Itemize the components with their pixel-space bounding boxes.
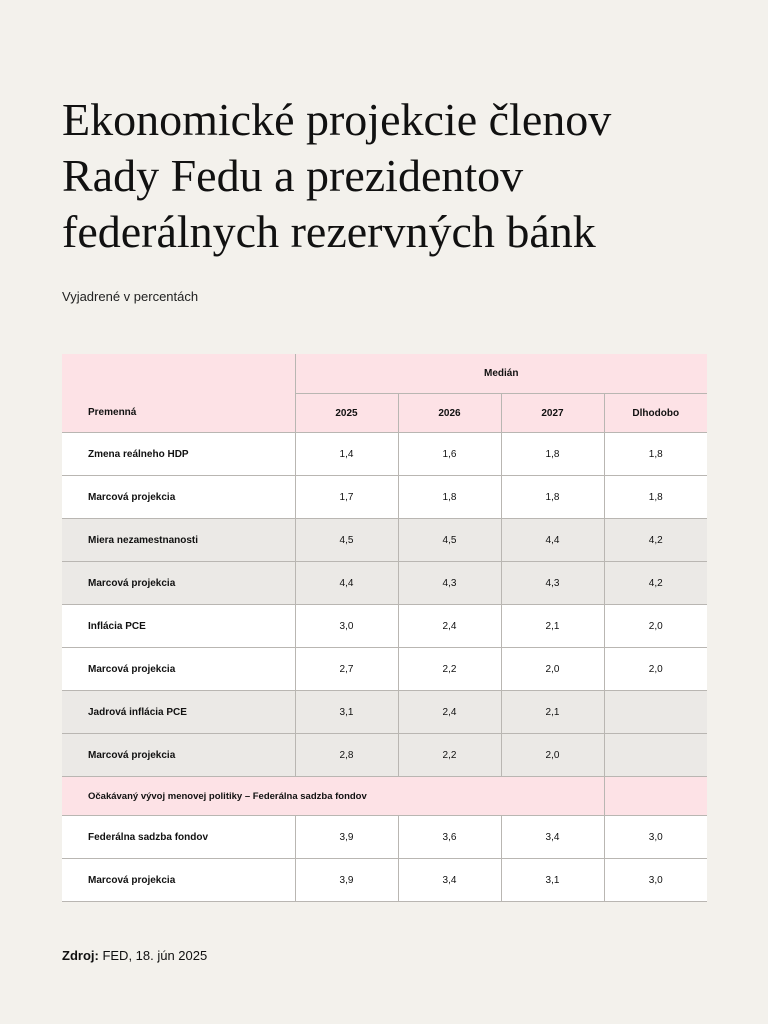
median-header: Medián [295,354,707,394]
table-cell: 2,4 [398,605,501,648]
table-cell: 2,0 [604,605,707,648]
table-cell: 2,0 [501,648,604,691]
section-row [62,777,707,816]
page-title [62,92,702,260]
table-cell: 1,8 [604,433,707,476]
source-label: Zdroj: [62,948,99,963]
table-cell: 1,8 [501,433,604,476]
table-cell [604,691,707,734]
table-cell [604,777,707,816]
table-row [62,562,707,605]
projections-table [62,354,707,902]
title-line: federálnych rezervných bánk [62,206,596,257]
table-cell: 3,4 [501,816,604,859]
table-cell: 2,8 [295,734,398,777]
table-cell: 2,0 [501,734,604,777]
table-cell: 4,5 [295,519,398,562]
table-cell: 3,0 [604,859,707,902]
table-cell: 1,7 [295,476,398,519]
table-cell: 2,2 [398,648,501,691]
table-cell: 1,6 [398,433,501,476]
row-label: Marcová projekcia [62,476,295,519]
table-cell: 3,1 [295,691,398,734]
year-header: Dlhodobo [604,394,707,433]
table-row [62,734,707,777]
table-row [62,859,707,902]
table-cell: 4,2 [604,562,707,605]
section-label: Očakávaný vývoj menovej politiky – Federálna sadzba fondov [62,777,604,816]
row-label: Zmena reálneho HDP [62,433,295,476]
table-cell: 2,1 [501,605,604,648]
year-header: 2027 [501,394,604,433]
row-label: Marcová projekcia [62,562,295,605]
subtitle: Vyjadrené v percentách [62,289,199,304]
table-cell: 4,5 [398,519,501,562]
table-row [62,648,707,691]
table-cell: 1,8 [501,476,604,519]
table-cell: 1,4 [295,433,398,476]
title-line: Ekonomické projekcie členov [62,94,612,145]
table-cell: 4,2 [604,519,707,562]
table-row [62,605,707,648]
table-cell [604,734,707,777]
table-cell: 4,3 [398,562,501,605]
table-cell: 3,0 [295,605,398,648]
row-label: Federálna sadzba fondov [62,816,295,859]
row-label: Marcová projekcia [62,734,295,777]
table-cell: 2,7 [295,648,398,691]
table-cell: 2,2 [398,734,501,777]
table-cell: 2,0 [604,648,707,691]
table-cell: 3,9 [295,816,398,859]
table-row [62,519,707,562]
source-text: FED, 18. jún 2025 [98,948,208,963]
table-cell: 4,4 [295,562,398,605]
year-header: 2026 [398,394,501,433]
table-row [62,691,707,734]
table-row [62,476,707,519]
table-cell: 2,4 [398,691,501,734]
table-cell: 3,9 [295,859,398,902]
table-cell: 4,4 [501,519,604,562]
row-label: Marcová projekcia [62,648,295,691]
title-line: Rady Fedu a prezidentov [62,150,524,201]
variable-header: Premenná [62,354,295,433]
table-cell: 3,4 [398,859,501,902]
table-row [62,433,707,476]
table-cell: 3,0 [604,816,707,859]
row-label: Inflácia PCE [62,605,295,648]
row-label: Miera nezamestnanosti [62,519,295,562]
table-cell: 3,6 [398,816,501,859]
row-label: Jadrová inflácia PCE [62,691,295,734]
table-cell: 4,3 [501,562,604,605]
table-row [62,816,707,859]
table-cell: 2,1 [501,691,604,734]
table-cell: 1,8 [398,476,501,519]
table-cell: 3,1 [501,859,604,902]
row-label: Marcová projekcia [62,859,295,902]
source-note [62,948,207,963]
year-header: 2025 [295,394,398,433]
table-cell: 1,8 [604,476,707,519]
